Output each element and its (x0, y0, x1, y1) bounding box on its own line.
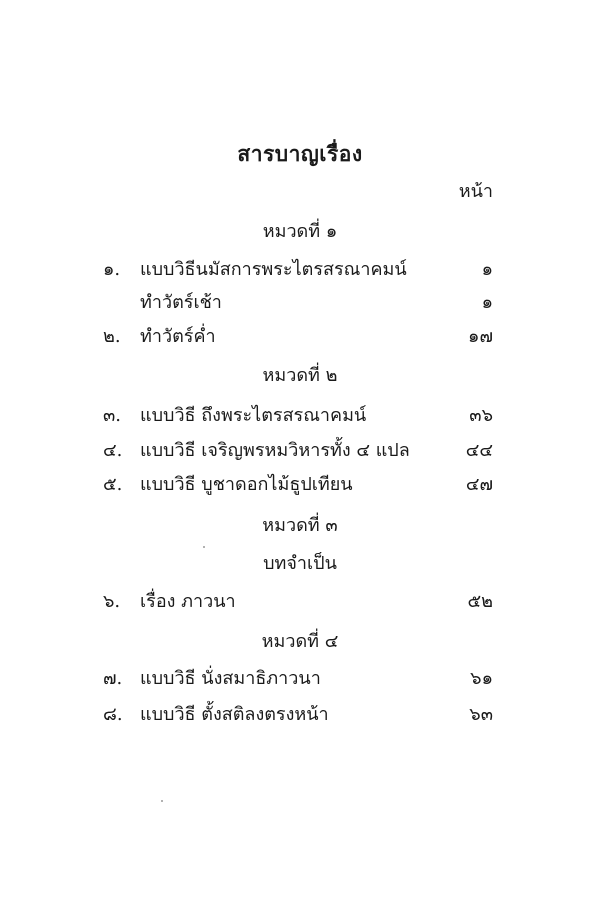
entry-page: ๑ (481, 292, 493, 313)
toc-entry (0, 254, 600, 282)
entry-number: ๔. (103, 440, 123, 461)
entry-page: ๖๑ (470, 668, 493, 689)
entry-title: แบบวิธี บูชาดอกไม้ธูปเทียน (140, 474, 353, 495)
entry-number: ๖. (103, 591, 121, 612)
page-column-label: หน้า (458, 181, 493, 202)
entry-page: ๑ (481, 259, 493, 280)
toc-entry (0, 663, 600, 691)
entry-page: ๖๓ (469, 704, 493, 725)
page-title: สารบาญเรื่อง (237, 141, 363, 166)
entry-page: ๔๔ (465, 440, 493, 461)
entry-title: แบบวิธี ตั้งสติลงตรงหน้า (140, 704, 329, 725)
entry-number: ๘. (103, 704, 123, 725)
entry-title: แบบวิธี นั่งสมาธิภาวนา (140, 668, 321, 689)
entry-title: แบบวิธี เจริญพรหมวิหารทั้ง ๔ แปล (140, 440, 410, 461)
entry-page: ๓๖ (469, 405, 493, 426)
entry-number: ๗. (103, 668, 123, 689)
section-heading-1: หมวดที่ ๑ (262, 221, 338, 242)
section-subheading: บทจำเป็น (263, 553, 337, 574)
section-heading-3: หมวดที่ ๓ (262, 515, 338, 536)
entry-page: ๕๒ (467, 591, 493, 612)
scan-speck (161, 800, 163, 802)
toc-entry (0, 469, 600, 497)
toc-entry (0, 400, 600, 428)
section-heading-2: หมวดที่ ๒ (262, 365, 338, 386)
entry-number: ๒. (103, 326, 121, 347)
toc-entry (0, 586, 600, 614)
entry-number: ๕. (103, 474, 123, 495)
entry-page: ๑๗ (468, 326, 493, 347)
entry-title: แบบวิธีนมัสการพระไตรสรณาคมน์ (140, 259, 407, 280)
toc-entry (0, 699, 600, 727)
entry-title: แบบวิธี ถึงพระไตรสรณาคมน์ (140, 405, 367, 426)
entry-page: ๔๗ (465, 474, 493, 495)
toc-entry (0, 321, 600, 349)
entry-title: ทำวัตร์ค่ำ (140, 326, 216, 347)
toc-entry (0, 435, 600, 463)
entry-title: เรื่อง ภาวนา (140, 591, 236, 612)
scan-speck (203, 546, 205, 548)
entry-title: ทำวัตร์เช้า (140, 292, 222, 313)
entry-number: ๓. (103, 405, 122, 426)
section-heading-4: หมวดที่ ๔ (261, 631, 339, 652)
entry-number: ๑. (103, 259, 121, 280)
toc-entry (0, 287, 600, 315)
